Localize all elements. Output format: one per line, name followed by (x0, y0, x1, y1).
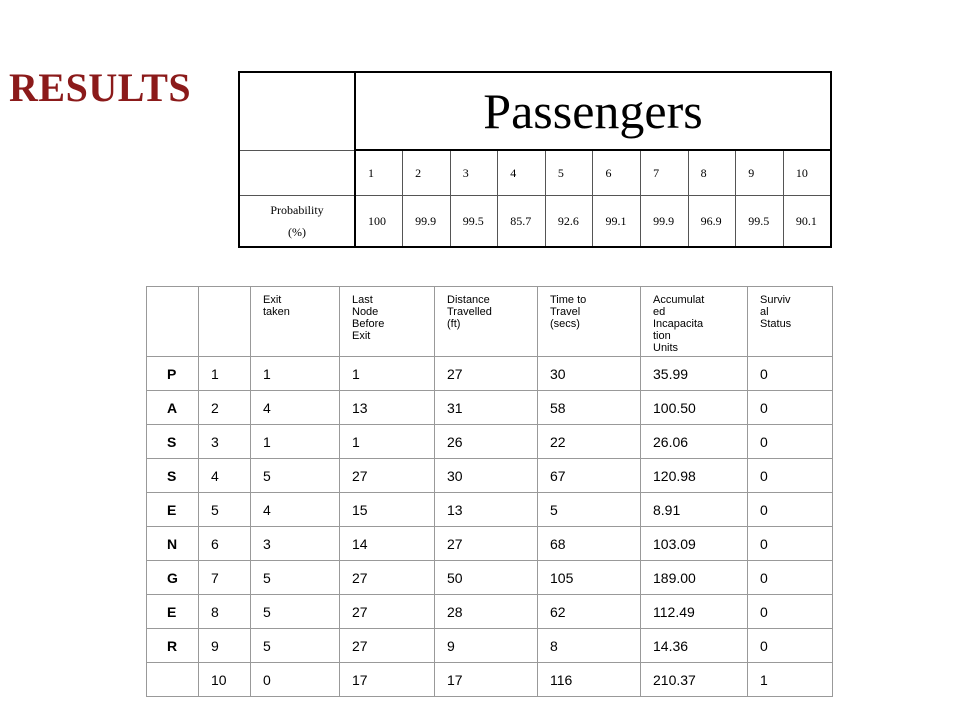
last-node: 13 (340, 391, 435, 425)
distance: 50 (435, 561, 538, 595)
row-letter: A (147, 391, 199, 425)
empty-header (199, 287, 251, 357)
distance: 13 (435, 493, 538, 527)
passenger-id: 5 (199, 493, 251, 527)
survival-status: 0 (748, 493, 833, 527)
probability-value: 85.7 (498, 196, 546, 248)
column-header: 7 (641, 150, 689, 196)
exit-taken: 5 (251, 459, 340, 493)
table-row (147, 459, 833, 493)
column-header: 9 (736, 150, 784, 196)
row-letter: N (147, 527, 199, 561)
row-letter (147, 663, 199, 697)
distance: 9 (435, 629, 538, 663)
time: 68 (538, 527, 641, 561)
time: 62 (538, 595, 641, 629)
last-node: 27 (340, 561, 435, 595)
table-row (147, 493, 833, 527)
exit-taken: 5 (251, 629, 340, 663)
passenger-results-table (146, 286, 833, 697)
incapacitation-units: 189.00 (641, 561, 748, 595)
time: 58 (538, 391, 641, 425)
survival-status: 0 (748, 629, 833, 663)
table-row (147, 663, 833, 697)
time: 67 (538, 459, 641, 493)
probability-value: 90.1 (783, 196, 831, 248)
header-incapacitation: Accumulat ed Incapacita tion Units (653, 294, 705, 354)
row-label-line2: (%) (288, 225, 306, 239)
passenger-id: 9 (199, 629, 251, 663)
header-last-node: Last Node Before Exit (352, 294, 385, 342)
table-row (147, 425, 833, 459)
time: 5 (538, 493, 641, 527)
table-row (147, 527, 833, 561)
column-header: 10 (783, 150, 831, 196)
survival-status: 0 (748, 425, 833, 459)
survival-status: 0 (748, 527, 833, 561)
table-row (147, 561, 833, 595)
last-node: 27 (340, 459, 435, 493)
column-header: 5 (545, 150, 593, 196)
exit-taken: 0 (251, 663, 340, 697)
probability-value: 99.9 (403, 196, 451, 248)
incapacitation-units: 210.37 (641, 663, 748, 697)
empty-cell (239, 150, 355, 196)
probability-value: 99.9 (641, 196, 689, 248)
incapacitation-units: 35.99 (641, 357, 748, 391)
row-letter: R (147, 629, 199, 663)
incapacitation-units: 103.09 (641, 527, 748, 561)
time: 116 (538, 663, 641, 697)
probability-value: 99.5 (736, 196, 784, 248)
column-header (251, 287, 340, 357)
survival-status: 0 (748, 595, 833, 629)
exit-taken: 1 (251, 425, 340, 459)
last-node: 1 (340, 425, 435, 459)
passenger-id: 4 (199, 459, 251, 493)
passenger-id: 10 (199, 663, 251, 697)
table-row (147, 391, 833, 425)
incapacitation-units: 112.49 (641, 595, 748, 629)
exit-taken: 3 (251, 527, 340, 561)
header-time: Time to Travel (secs) (550, 294, 587, 330)
distance: 31 (435, 391, 538, 425)
passenger-id: 7 (199, 561, 251, 595)
survival-status: 0 (748, 459, 833, 493)
distance: 30 (435, 459, 538, 493)
distance: 28 (435, 595, 538, 629)
exit-taken: 4 (251, 391, 340, 425)
column-header: 1 (355, 150, 403, 196)
row-letter: P (147, 357, 199, 391)
last-node: 27 (340, 595, 435, 629)
column-header: 4 (498, 150, 546, 196)
probability-value: 92.6 (545, 196, 593, 248)
last-node: 14 (340, 527, 435, 561)
column-header: 6 (593, 150, 641, 196)
time: 22 (538, 425, 641, 459)
corner-cell (239, 72, 355, 150)
column-header: 3 (450, 150, 498, 196)
survival-status: 0 (748, 357, 833, 391)
exit-taken: 4 (251, 493, 340, 527)
column-header (435, 287, 538, 357)
time: 30 (538, 357, 641, 391)
probability-value: 100 (355, 196, 403, 248)
distance: 27 (435, 527, 538, 561)
distance: 26 (435, 425, 538, 459)
probability-value: 96.9 (688, 196, 736, 248)
incapacitation-units: 8.91 (641, 493, 748, 527)
passenger-id: 2 (199, 391, 251, 425)
header-survival: Surviv al Status (760, 294, 792, 330)
column-header: 8 (688, 150, 736, 196)
incapacitation-units: 100.50 (641, 391, 748, 425)
row-label (239, 196, 355, 248)
last-node: 1 (340, 357, 435, 391)
last-node: 15 (340, 493, 435, 527)
passenger-id: 3 (199, 425, 251, 459)
passenger-id: 8 (199, 595, 251, 629)
table-heading: Passengers (355, 72, 831, 150)
row-letter: G (147, 561, 199, 595)
row-letter: E (147, 493, 199, 527)
probability-table (238, 71, 832, 248)
exit-taken: 1 (251, 357, 340, 391)
column-header: 2 (403, 150, 451, 196)
passenger-id: 1 (199, 357, 251, 391)
probability-value: 99.1 (593, 196, 641, 248)
row-letter: S (147, 459, 199, 493)
empty-header (147, 287, 199, 357)
survival-status: 0 (748, 391, 833, 425)
column-header (340, 287, 435, 357)
header-exit-taken: Exit taken (263, 294, 290, 318)
last-node: 27 (340, 629, 435, 663)
last-node: 17 (340, 663, 435, 697)
survival-status: 0 (748, 561, 833, 595)
incapacitation-units: 26.06 (641, 425, 748, 459)
column-header (641, 287, 748, 357)
distance: 27 (435, 357, 538, 391)
exit-taken: 5 (251, 561, 340, 595)
column-header (748, 287, 833, 357)
passenger-id: 6 (199, 527, 251, 561)
header-distance: Distance Travelled (ft) (447, 294, 492, 330)
table-row (147, 595, 833, 629)
probability-value: 99.5 (450, 196, 498, 248)
incapacitation-units: 120.98 (641, 459, 748, 493)
row-letter: S (147, 425, 199, 459)
row-letter: E (147, 595, 199, 629)
incapacitation-units: 14.36 (641, 629, 748, 663)
table-row (147, 357, 833, 391)
row-label-line1: Probability (270, 203, 324, 217)
distance: 17 (435, 663, 538, 697)
column-header (538, 287, 641, 357)
page-title: RESULTS (9, 65, 192, 110)
survival-status: 1 (748, 663, 833, 697)
time: 105 (538, 561, 641, 595)
table-row (147, 629, 833, 663)
exit-taken: 5 (251, 595, 340, 629)
time: 8 (538, 629, 641, 663)
